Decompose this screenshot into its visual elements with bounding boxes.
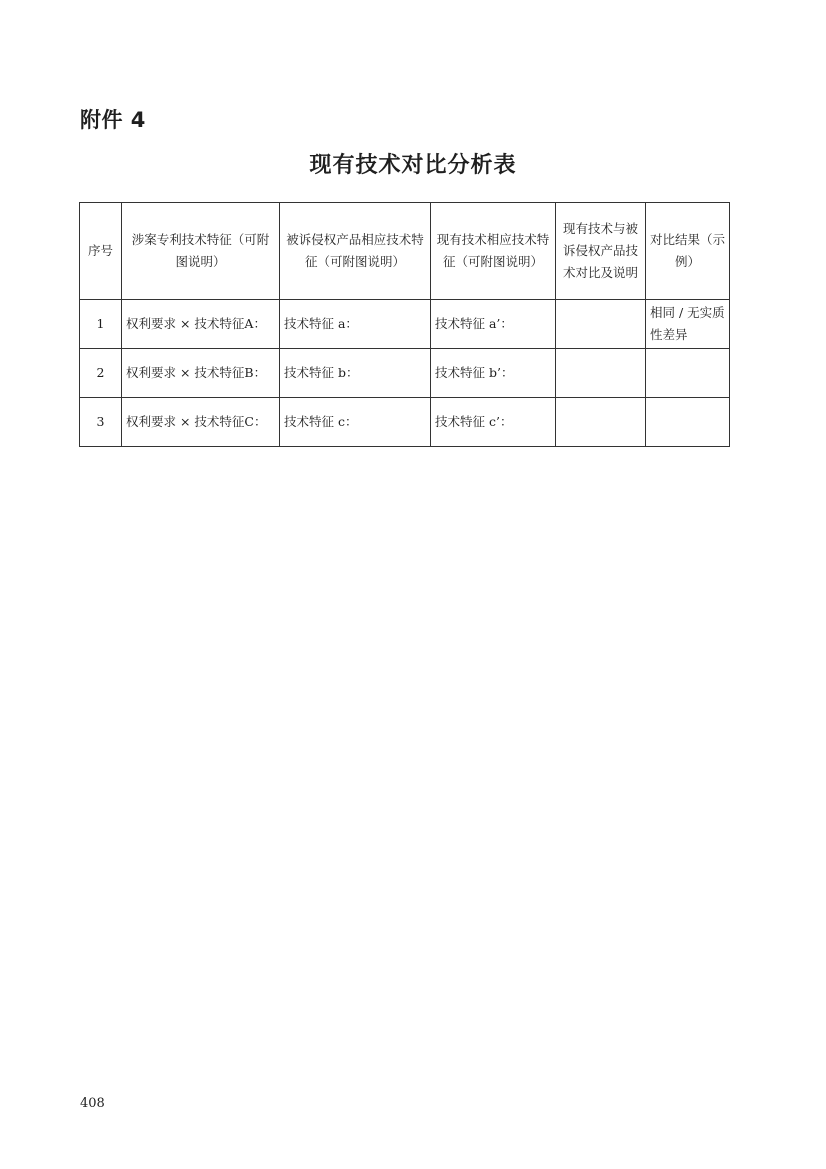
cell-comparison [556, 398, 646, 447]
header-result: 对比结果（示例） [646, 203, 730, 300]
cell-comparison [556, 300, 646, 349]
cell-prior-art-feature: 技术特征 b’： [431, 349, 556, 398]
header-patent-feature: 涉案专利技术特征（可附图说明） [122, 203, 280, 300]
cell-patent-feature: 权利要求 × 技术特征B： [122, 349, 280, 398]
header-serial-number: 序号 [80, 203, 122, 300]
cell-product-feature: 技术特征 a： [280, 300, 431, 349]
comparison-table [79, 202, 730, 447]
annex-label: 附件 4 [80, 108, 146, 132]
table-row [80, 398, 730, 447]
cell-result [646, 398, 730, 447]
cell-product-feature: 技术特征 b： [280, 349, 431, 398]
cell-prior-art-feature: 技术特征 a’： [431, 300, 556, 349]
page-title: 现有技术对比分析表 [309, 153, 517, 178]
cell-result: 相同 / 无实质性差异 [646, 300, 730, 349]
cell-product-feature: 技术特征 c： [280, 398, 431, 447]
cell-patent-feature: 权利要求 × 技术特征A： [122, 300, 280, 349]
cell-serial-number: 3 [80, 398, 122, 447]
cell-patent-feature: 权利要求 × 技术特征C： [122, 398, 280, 447]
cell-serial-number: 2 [80, 349, 122, 398]
table-header-row [80, 203, 730, 300]
cell-serial-number: 1 [80, 300, 122, 349]
cell-comparison [556, 349, 646, 398]
cell-prior-art-feature: 技术特征 c’： [431, 398, 556, 447]
table-row [80, 349, 730, 398]
header-prior-art-feature: 现有技术相应技术特征（可附图说明） [431, 203, 556, 300]
page-number: 408 [80, 1096, 105, 1111]
header-product-feature: 被诉侵权产品相应技术特征（可附图说明） [280, 203, 431, 300]
cell-result [646, 349, 730, 398]
header-comparison: 现有技术与被诉侵权产品技术对比及说明 [556, 203, 646, 300]
table-row [80, 300, 730, 349]
